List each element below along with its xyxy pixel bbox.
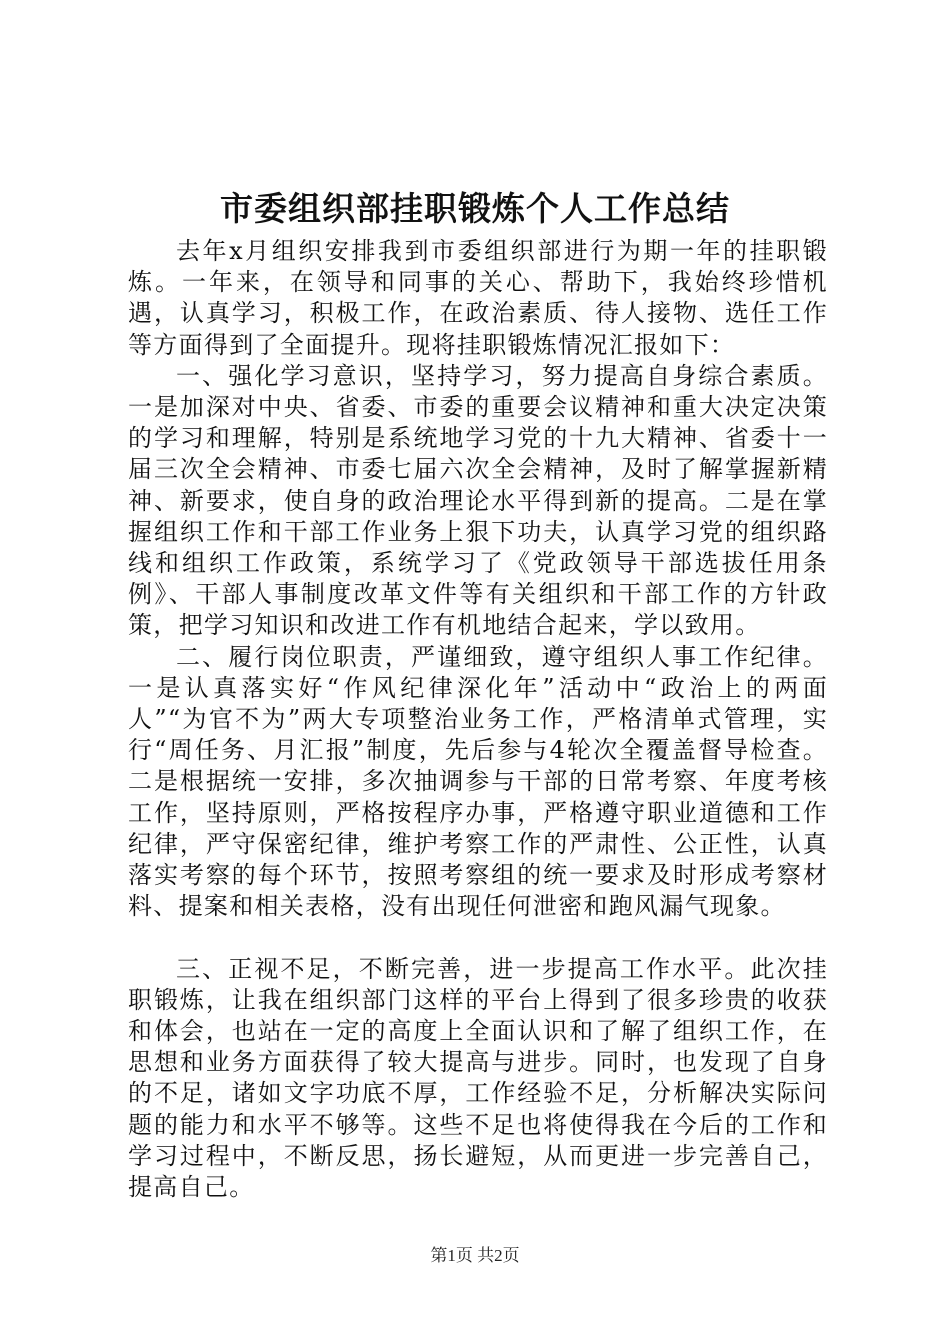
paragraph-intro: 去年x月组织安排我到市委组织部进行为期一年的挂职锻炼。一年来，在领导和同事的关心、帮助下，我始终珍惜机遇，认真学习，积极工作，在政治素质、待人接物、选任工作等方面得到了全面提升。现将挂职锻炼情况汇报如下： xyxy=(128,237,828,359)
document-title: 市委组织部挂职锻炼个人工作总结 xyxy=(220,189,730,228)
paragraph-section-1: 一、强化学习意识，坚持学习，努力提高自身综合素质。一是加深对中央、省委、市委的重要会议精神和重大决定决策的学习和理解，特别是系统地学习党的十九大精神、省委十一届三次全会精神、市委七届六次全会精神，及时了解掌握新精神、新要求，使自身的政治理论水平得到新的提高。二是在掌握组织工作和干部工作业务上狠下功夫，认真学习党的组织路线和组织工作政策，系统学习了《党政领导干部选拔任用条例》、干部人事制度改革文件等有关组织和干部工作的方针政策，把学习知识和改进工作有机地结合起来，学以致用。 xyxy=(128,361,828,640)
paragraph-section-2: 二、履行岗位职责，严谨细致，遵守组织人事工作纪律。一是认真落实好“作风纪律深化年”活动中“政治上的两面人”“为官不为”两大专项整治业务工作，严格清单式管理，实行“周任务、月汇报”制度，先后参与4轮次全覆盖督导检查。二是根据统一安排，多次抽调参与干部的日常考察、年度考核工作，坚持原则，严格按程序办事，严格遵守职业道德和工作纪律，严守保密纪律，维护考察工作的严肃性、公正性，认真落实考察的每个环节，按照考察组的统一要求及时形成考察材料、提案和相关表格，没有出现任何泄密和跑风漏气现象。 xyxy=(128,642,828,921)
paragraph-section-3: 三、正视不足，不断完善，进一步提高工作水平。此次挂职锻炼，让我在组织部门这样的平台上得到了很多珍贵的收获和体会，也站在一定的高度上全面认识和了解了组织工作，在思想和业务方面获得了较大提高与进步。同时，也发现了自身的不足，诸如文字功底不厚，工作经验不足，分析解决实际问题的能力和水平不够等。这些不足也将使得我在今后的工作和学习过程中，不断反思，扬长避短，从而更进一步完善自己，提高自己。 xyxy=(128,954,828,1202)
paragraph-spacer xyxy=(128,922,828,953)
page-number-footer: 第1页 共2页 xyxy=(430,1246,520,1265)
document-body xyxy=(128,236,828,1203)
